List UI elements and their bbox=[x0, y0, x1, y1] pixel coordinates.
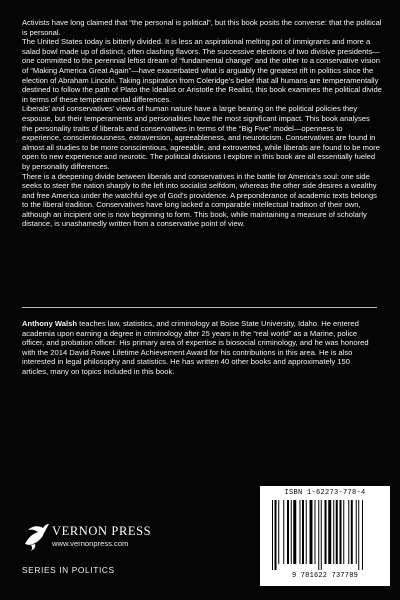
barcode-bar bbox=[325, 500, 327, 564]
barcode-bar bbox=[333, 500, 334, 564]
blurb-paragraph: There is a deepening divide between liberals and conservatives in the battle for America’s soul: one side seeks to steer the nation sharply to the left into socialist selfdom, whereas the other side desires a wealthy and free America under the watchful eye of God’s providence. A preponderance of academic texts belongs to the liberal tradition. Conservatives have long lacked a comparable intellectual tradition of their own, although an incipient one is now beginning to form. This book, while maintaining a measure of scholarly distance, is unashamedly written from a conservative point of view. bbox=[22, 171, 377, 229]
isbn-barcode bbox=[260, 486, 390, 586]
barcode-bar bbox=[343, 500, 344, 564]
barcode-bar bbox=[358, 500, 359, 570]
series-name: SERIES IN POLITICS bbox=[22, 565, 115, 575]
barcode-bar bbox=[293, 500, 296, 564]
author-bio-text: teaches law, statistics, and criminology at Boise State University, Idaho. He entered academia upon earning a degree in criminology after 25 years in the “real world” as a Marine, police officer, and probation officer. His primary area of expertise is biosocial criminology, and he was honored with the 2014 David Rowe Lifetime Achievement Award for his contributions in this area. He is also interested in legal philosophy and statistics. He has written 40 other books and approximately 150 articles, many on topics included in this book. bbox=[22, 319, 369, 376]
barcode-bar bbox=[351, 500, 353, 564]
barcode-bar bbox=[321, 500, 322, 570]
barcode-bar bbox=[328, 500, 331, 564]
book-blurb bbox=[22, 18, 382, 229]
barcode-bar bbox=[291, 500, 292, 564]
author-name: Anthony Walsh bbox=[22, 319, 77, 328]
barcode-bar bbox=[315, 500, 316, 564]
section-divider bbox=[22, 307, 377, 308]
barcode-bar bbox=[306, 500, 307, 564]
barcode-bar bbox=[300, 500, 301, 564]
isbn-label: ISBN 1-62273-778-4 bbox=[284, 489, 366, 497]
barcode-bar bbox=[278, 500, 279, 564]
barcode-bar bbox=[310, 500, 313, 564]
blurb-paragraph: Liberals’ and conservatives’ views of human nature have a large bearing on the political policies they espouse, but their temperaments and personalities have the most significant impact. This book analyses the personality traits of liberals and conservatives in terms of the “Big Five” model—openness to experience, conscientiousness, extraversion, agreeableness, and neuroticism. Conservatives are found in almost all studies to be more conscientious, agreeable, and extroverted, while liberals are found to be more open to new experience and neurotic. The political divisions I explore in this book are all essentially fueled by personality differences. bbox=[22, 104, 380, 171]
barcode-bar bbox=[340, 500, 342, 564]
barcode-digits: 9 781622 737789 bbox=[291, 572, 358, 580]
barcode-bar bbox=[356, 500, 357, 564]
author-bio bbox=[22, 319, 378, 377]
barcode-bar bbox=[302, 500, 304, 564]
barcode-bar bbox=[275, 500, 277, 570]
barcode-bar bbox=[283, 500, 284, 564]
barcode-bar bbox=[362, 500, 363, 570]
bird-icon bbox=[22, 520, 50, 552]
blurb-paragraph: The United States today is bitterly divided. It is less an aspirational melting pot of immigrants and more a salad bowl made up of distinct, often clashing flavors. The successive elections of two divisive presidents—one committed to the perennial leftist dream of “fundamental change” and the other to a conservative vision of “Making America Great Again”—have exacerbated what is arguably the greatest rift in politics since the election of Abraham Lincoln. Taking inspiration from Coleridge’s belief that all humans are temperamentally destined to follow the path of Plato the Idealist or Aristotle the Realist, this book examines the political divide in terms of these temperamental differences. bbox=[22, 37, 382, 104]
barcode-bar bbox=[318, 500, 319, 570]
publisher-name: VERNON PRESS bbox=[52, 524, 152, 538]
barcode-bar bbox=[272, 500, 273, 570]
barcode-bar bbox=[287, 500, 289, 564]
barcode-bars bbox=[272, 500, 378, 570]
barcode-bar bbox=[336, 500, 338, 564]
blurb-paragraph: Activists have long claimed that “the personal is political”, but this book posits the converse: that the political is personal. bbox=[22, 18, 382, 37]
publisher-logo-block bbox=[22, 522, 152, 582]
publisher-url: www.vernonpress.com bbox=[52, 539, 129, 548]
barcode-bar bbox=[348, 500, 349, 564]
